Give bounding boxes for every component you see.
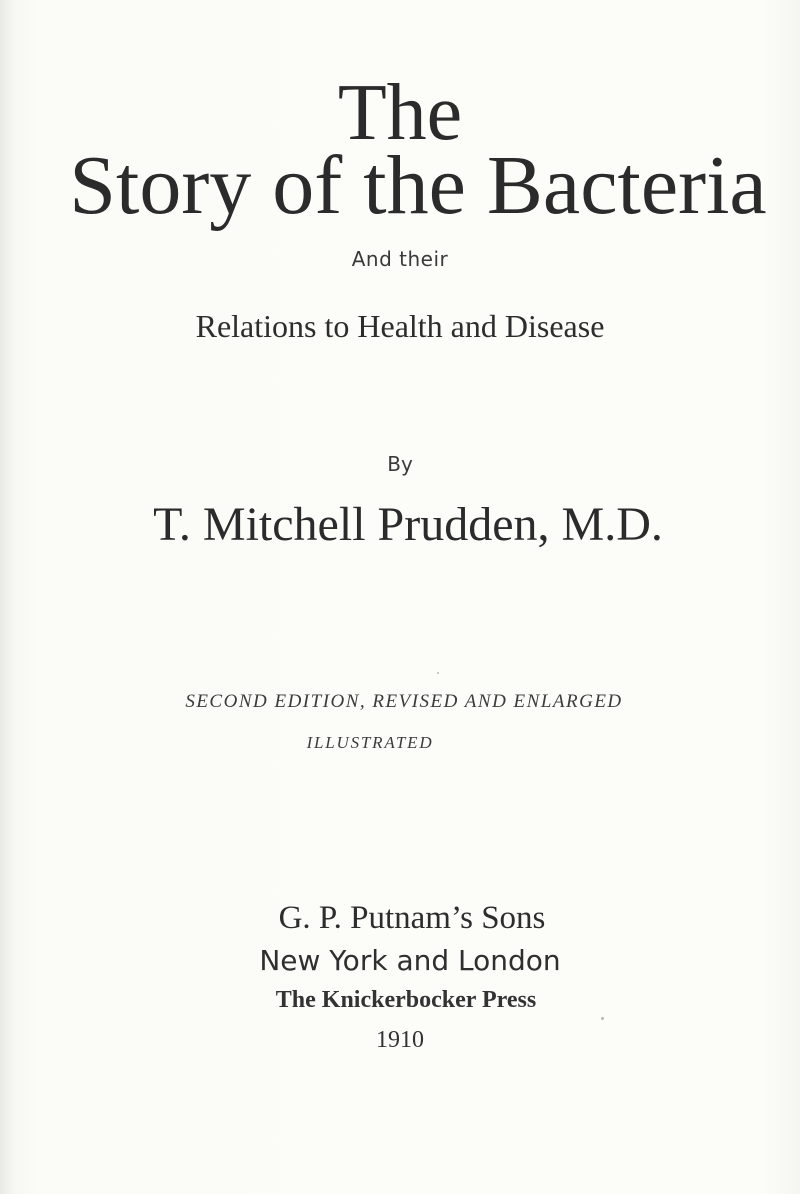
publication-year: 1910 — [376, 1027, 424, 1053]
paper-speck — [601, 1017, 604, 1020]
publisher-place: New York and London — [259, 944, 561, 977]
paper-speck — [437, 672, 439, 674]
subtitle-prefix: And their — [351, 247, 449, 271]
edition-note: SECOND EDITION, REVISED AND ENLARGED — [185, 691, 623, 712]
book-title: Story of the Bacteria — [69, 139, 767, 232]
subtitle: Relations to Health and Disease — [195, 308, 605, 344]
press-name: The Knickerbocker Press — [275, 987, 537, 1013]
title-line-the: The — [337, 69, 463, 157]
author-name: T. Mitchell Prudden, M.D. — [153, 498, 663, 551]
publisher-name: G. P. Putnam’s Sons — [278, 900, 546, 936]
by-line: By — [387, 452, 413, 476]
illustrated-note: ILLUSTRATED — [306, 733, 434, 752]
